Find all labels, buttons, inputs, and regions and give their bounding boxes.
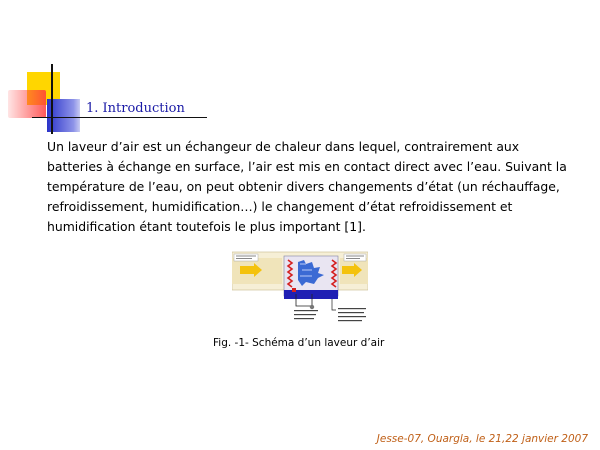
air-washer-diagram <box>232 250 368 330</box>
decor-vertical-line <box>51 64 53 134</box>
heading-underline <box>32 117 207 118</box>
footer-text: Jesse-07, Ouargla, le 21,22 janvier 2007 <box>376 433 588 445</box>
intro-paragraph: Un laveur d’air est un échangeur de chaleur dans lequel, contrairement aux batteries à échange en surface, l’air est mis en contact direct avec l’eau. Suivant la température de l’eau, on peut obtenir divers changements d’état (un réchauffage, refroidissement, humidification…) le changement d’état refroidissement et humidification étant toutefois le plus important [1]. <box>47 139 567 234</box>
section-heading: 1. Introduction <box>86 101 185 116</box>
decor-red-bar <box>8 90 46 118</box>
figure-caption: Fig. -1- Schéma d’un laveur d’air <box>213 337 385 349</box>
